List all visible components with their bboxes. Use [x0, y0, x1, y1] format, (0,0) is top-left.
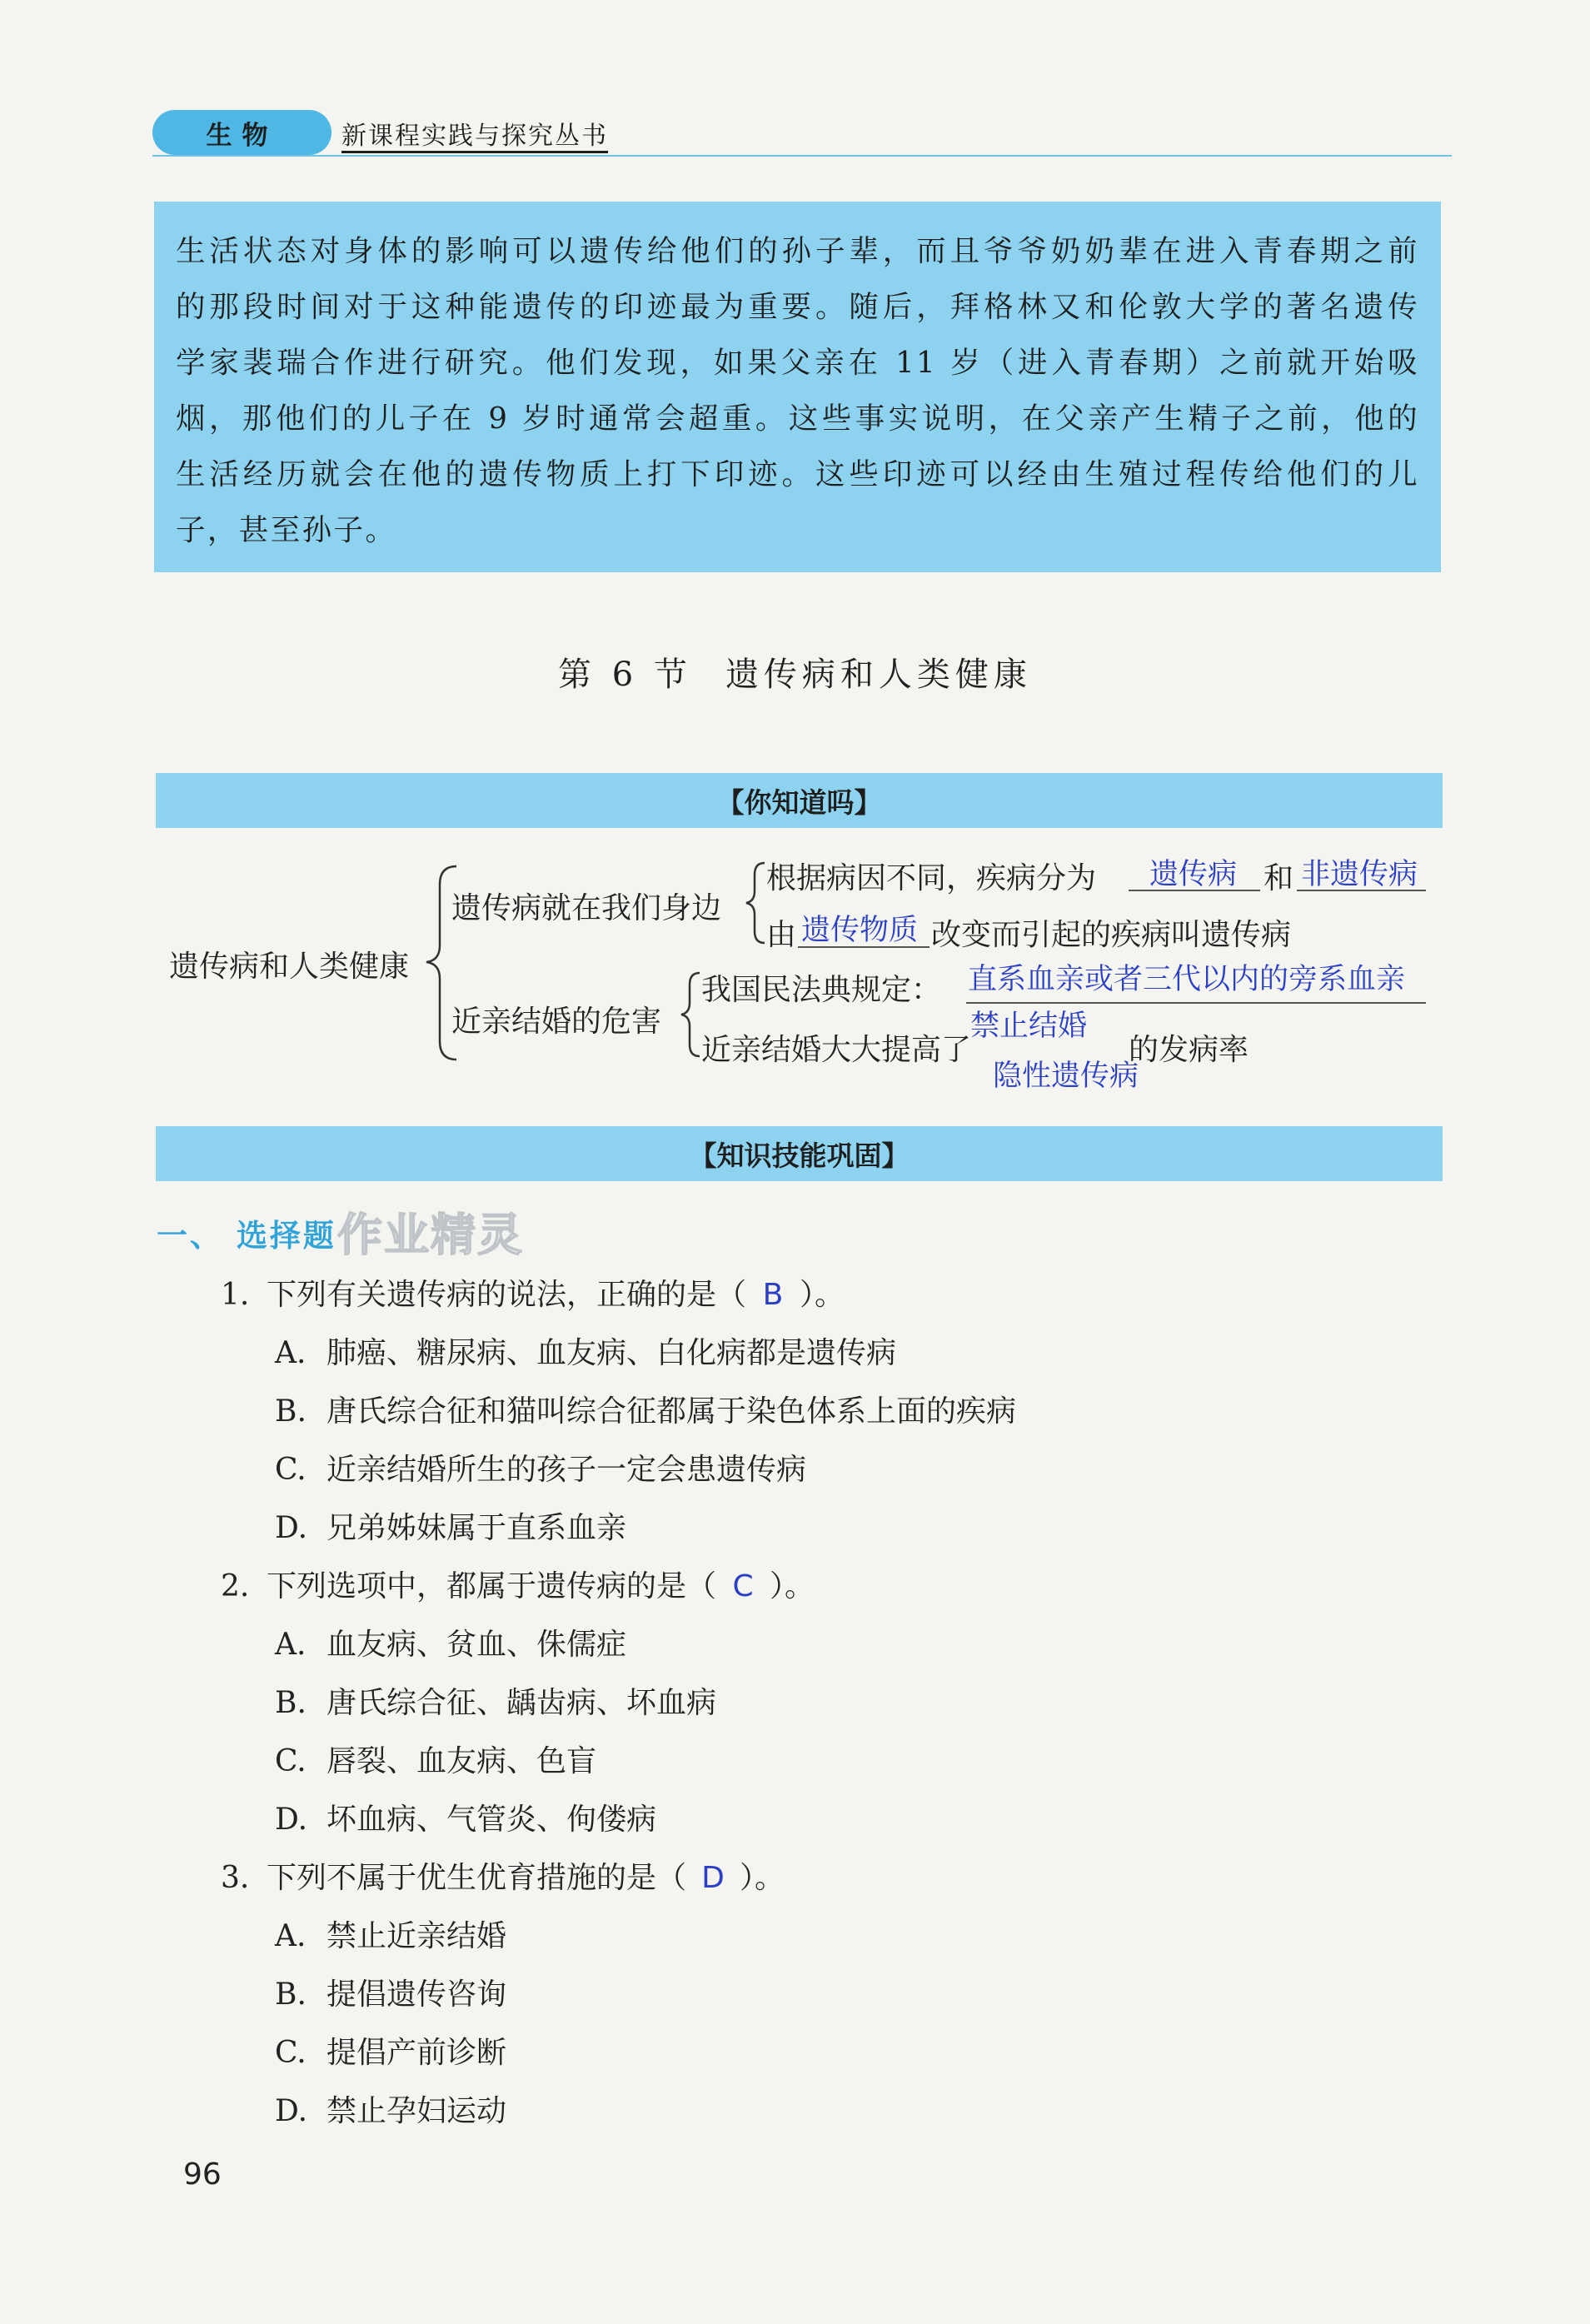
question-stem: 下列选项中，都属于遗传病的是（: [267, 1569, 717, 1603]
option-item: [275, 1913, 506, 1955]
reading-line: 生活经历就会在他的遗传物质上打下印迹。这些印迹可以经由生殖过程传给他们的儿: [176, 457, 1419, 491]
option-label: B.: [275, 1394, 307, 1429]
question-stem: 下列不属于优生优育措施的是（: [267, 1861, 687, 1895]
reading-line: 的那段时间对于这种能遗传的印迹最为重要。随后，拜格林又和伦敦大学的著名遗传: [176, 290, 1419, 324]
option-text: 禁止孕妇运动: [326, 2094, 507, 2128]
header-rule: [152, 155, 1452, 157]
question-number: 1.: [221, 1278, 250, 1312]
question-stem: 下列有关遗传病的说法，正确的是（: [267, 1278, 747, 1312]
did-you-know-band: 【你知道吗】: [156, 773, 1443, 828]
option-text: 兄弟姊妹属于直系血亲: [326, 1511, 627, 1545]
option-text: 唐氏综合征和猫叫综合征都属于染色体系上面的疾病: [326, 1394, 1017, 1429]
brace-branch1: [746, 863, 765, 943]
option-item: [275, 2029, 506, 2072]
subject-badge: 生物: [152, 110, 331, 155]
answer-genetic-material: 遗传物质: [801, 914, 919, 947]
question-end: ）。: [770, 1569, 815, 1603]
page-number: 96: [183, 2157, 222, 2192]
knowledge-skills-band: 【知识技能巩固】: [156, 1126, 1443, 1181]
option-item: [275, 1738, 596, 1780]
option-text: 血友病、贫血、侏儒症: [326, 1628, 627, 1662]
answer-non-genetic-disease: 非遗传病: [1301, 858, 1418, 891]
question-2: [221, 1563, 815, 1605]
option-item: [275, 1329, 896, 1372]
question-number: 3.: [221, 1861, 250, 1895]
map-b1-line2-pre: 由: [766, 918, 797, 952]
option-label: C.: [275, 1453, 307, 1487]
map-b2-line2-post: 的发病率: [1129, 1033, 1249, 1067]
option-item: [275, 1679, 716, 1722]
reading-passage-box: [154, 202, 1441, 572]
option-text: 提倡遗传咨询: [326, 1977, 507, 2012]
option-label: D.: [275, 1803, 308, 1837]
option-text: 近亲结婚所生的孩子一定会患遗传病: [326, 1453, 807, 1487]
brace-branch2: [681, 973, 700, 1056]
map-b2-line2-pre: 近亲结婚大大提高了: [701, 1033, 972, 1067]
question-number: 2.: [221, 1569, 250, 1603]
part-heading: 一、 选择题: [157, 1218, 336, 1254]
option-text: 提倡产前诊断: [326, 2036, 507, 2070]
question-1: [221, 1271, 845, 1314]
series-title: 新课程实践与探究丛书: [341, 122, 608, 151]
question-answer: C: [732, 1569, 754, 1603]
option-item: [275, 1971, 506, 2013]
question-3: [221, 1854, 785, 1897]
option-text: 禁止近亲结婚: [326, 1919, 507, 1953]
map-root: 遗传病和人类健康: [169, 950, 410, 984]
section-name: 遗传病和人类健康: [725, 656, 1032, 694]
option-text: 肺癌、糖尿病、血友病、白化病都是遗传病: [326, 1336, 897, 1370]
map-b1-line1-text: 根据病因不同，疾病分为: [766, 861, 1097, 895]
answer-genetic-disease: 遗传病: [1149, 858, 1238, 891]
reading-line: 烟，那他们的儿子在 9 岁时通常会超重。这些事实说明，在父亲产生精子之前，他的: [176, 401, 1419, 436]
watermark: 作业精灵: [337, 1209, 524, 1261]
option-text: 坏血病、气管炎、佝偻病: [326, 1803, 657, 1837]
reading-line: 生活状态对身体的影响可以遗传给他们的孙子辈，而且爷爷奶奶辈在进入青春期之前: [176, 234, 1419, 268]
answer-marriage-ban: 禁止结婚: [970, 1010, 1088, 1043]
option-label: A.: [275, 1919, 307, 1953]
option-label: C.: [275, 1744, 307, 1778]
map-b1-line2-post: 改变而引起的疾病叫遗传病: [931, 918, 1292, 952]
option-item: [275, 2087, 506, 2130]
option-item: [275, 1796, 656, 1838]
option-label: B.: [275, 1977, 307, 2012]
option-label: D.: [275, 2094, 308, 2128]
answer-recessive-disease: 隐性遗传病: [993, 1060, 1139, 1093]
map-b1-and: 和: [1264, 861, 1294, 895]
option-item: [275, 1504, 626, 1547]
option-item: [275, 1388, 1016, 1430]
section-title: [0, 648, 1590, 696]
section-number: 第 6 节: [558, 656, 692, 694]
question-end: ）。: [800, 1278, 845, 1312]
option-item: [275, 1446, 806, 1489]
question-answer: D: [701, 1861, 725, 1895]
option-label: C.: [275, 2036, 307, 2070]
option-item: [275, 1621, 626, 1663]
option-label: B.: [275, 1686, 307, 1720]
option-label: A.: [275, 1336, 307, 1370]
map-branch-2: 近亲结婚的危害: [451, 1005, 662, 1039]
option-label: D.: [275, 1511, 308, 1545]
answer-relatives: 直系血亲或者三代以内的旁系血亲: [968, 963, 1406, 996]
option-label: A.: [275, 1628, 307, 1662]
question-end: ）。: [740, 1861, 785, 1895]
option-text: 唐氏综合征、龋齿病、坏血病: [326, 1686, 717, 1720]
reading-line: 子，甚至孙子。: [176, 513, 397, 547]
option-text: 唇裂、血友病、色盲: [326, 1744, 597, 1778]
map-b2-line1-text: 我国民法典规定：: [701, 973, 942, 1007]
question-answer: B: [762, 1278, 784, 1312]
map-branch-1: 遗传病就在我们身边: [451, 891, 722, 925]
reading-line: 学家裴瑞合作进行研究。他们发现，如果父亲在 11 岁（进入青春期）之前就开始吸: [176, 346, 1419, 380]
